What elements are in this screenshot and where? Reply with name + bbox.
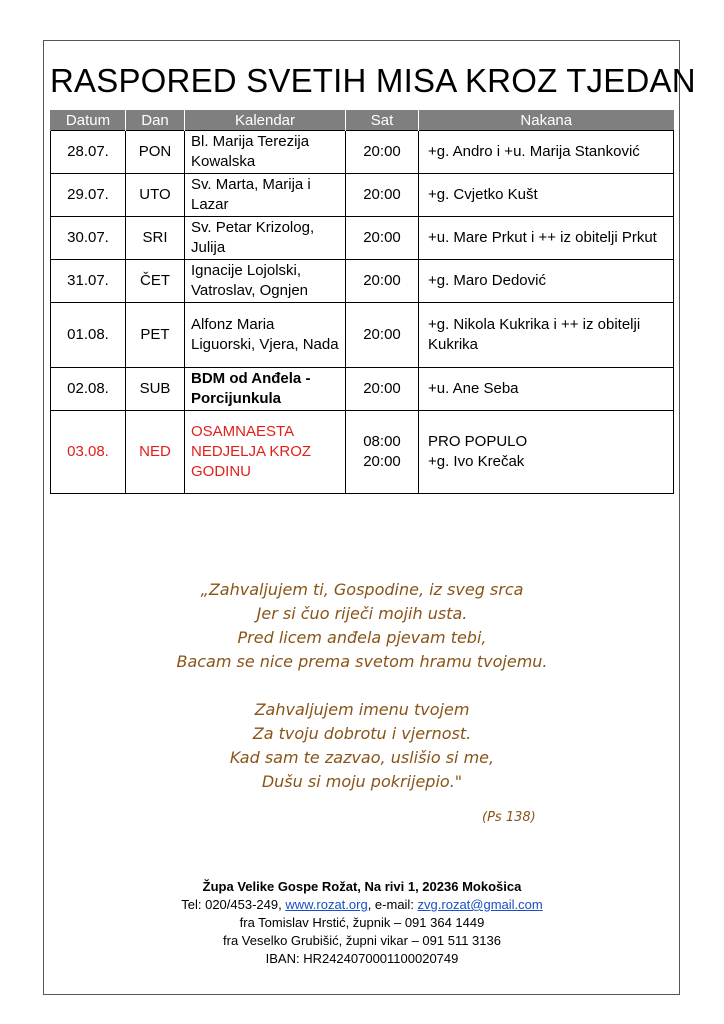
cell-dan: PET (126, 303, 185, 368)
header-sat: Sat (346, 110, 419, 131)
header-datum: Datum (51, 110, 126, 131)
mass-schedule-table (50, 110, 674, 494)
cell-nakana: +g. Maro Dedović (419, 260, 674, 303)
cell-datum: 29.07. (51, 174, 126, 217)
email-link[interactable]: zvg.rozat@gmail.com (417, 897, 543, 912)
quote-line: Pred licem anđela pjevam tebi, (237, 628, 487, 647)
cell-kalendar: Ignacije Lojolski, Vatroslav, Ognjen (185, 260, 346, 303)
cell-nakana (419, 411, 674, 494)
table-row (51, 131, 674, 174)
cell-datum: 01.08. (51, 303, 126, 368)
pastor-line: fra Tomislav Hrstić, župnik – 091 364 1449 (239, 915, 485, 930)
vicar-line: fra Veselko Grubišić, župni vikar – 091 511 3136 (223, 933, 501, 948)
table-row (51, 368, 674, 411)
cell-datum: 02.08. (51, 368, 126, 411)
psalm-quote (60, 578, 664, 794)
header-dan: Dan (126, 110, 185, 131)
cell-datum: 31.07. (51, 260, 126, 303)
cell-nakana: +g. Nikola Kukrika i ++ iz obitelji Kukrika (419, 303, 674, 368)
iban-line: IBAN: HR2424070001100020749 (265, 951, 459, 966)
cell-kalendar: Bl. Marija Terezija Kowalska (185, 131, 346, 174)
table-row-sunday (51, 411, 674, 494)
cell-nakana: +u. Mare Prkut i ++ iz obitelji Prkut (419, 217, 674, 260)
cell-kalendar: Sv. Petar Krizolog, Julija (185, 217, 346, 260)
contact-line (50, 896, 674, 914)
cell-nakana: +u. Ane Seba (419, 368, 674, 411)
email-label: , e-mail: (367, 897, 418, 912)
cell-sat: 20:00 (346, 174, 419, 217)
psalm-reference: (Ps 138) (482, 810, 536, 825)
quote-line: Kad sam te zazvao, uslišio si me, (229, 748, 495, 767)
intention-line: PRO POPULO (428, 433, 528, 450)
cell-nakana: +g. Cvjetko Kušt (419, 174, 674, 217)
parish-address: Župa Velike Gospe Rožat, Na rivi 1, 20236 Mokošica (202, 879, 522, 894)
quote-line: Jer si čuo riječi mojih usta. (256, 604, 468, 623)
cell-kalendar: BDM od Anđela - Porcijunkula (185, 368, 346, 411)
cell-sat: 20:00 (346, 217, 419, 260)
quote-line: Zahvaljujem imenu tvojem (254, 700, 470, 719)
cell-sat: 20:00 (346, 260, 419, 303)
cell-kalendar: OSAMNAESTA NEDJELJA KROZ GODINU (185, 411, 346, 494)
cell-datum: 03.08. (51, 411, 126, 494)
parish-footer (50, 878, 674, 968)
intention-line: +g. Ivo Krečak (428, 453, 525, 470)
website-link[interactable]: www.rozat.org (285, 897, 368, 912)
cell-sat: 20:00 (346, 303, 419, 368)
cell-kalendar: Alfonz Maria Liguorski, Vjera, Nada (185, 303, 346, 368)
table-row (51, 174, 674, 217)
quote-line: „Zahvaljujem ti, Gospodine, iz sveg srca (200, 580, 524, 599)
cell-sat (346, 411, 419, 494)
cell-dan: SRI (126, 217, 185, 260)
cell-dan: SUB (126, 368, 185, 411)
header-nakana: Nakana (419, 110, 674, 131)
mass-time: 20:00 (363, 453, 401, 470)
cell-dan: NED (126, 411, 185, 494)
cell-dan: UTO (126, 174, 185, 217)
header-kalendar: Kalendar (185, 110, 346, 131)
phone-text: Tel: 020/453-249, (181, 897, 286, 912)
cell-sat: 20:00 (346, 368, 419, 411)
table-header-row (51, 110, 674, 131)
cell-kalendar: Sv. Marta, Marija i Lazar (185, 174, 346, 217)
cell-nakana: +g. Andro i +u. Marija Stanković (419, 131, 674, 174)
cell-datum: 30.07. (51, 217, 126, 260)
quote-line: Bacam se nice prema svetom hramu tvojemu. (176, 652, 548, 671)
cell-datum: 28.07. (51, 131, 126, 174)
quote-line: Dušu si moju pokrijepio." (261, 772, 463, 791)
stanza-gap (60, 674, 664, 698)
cell-dan: PON (126, 131, 185, 174)
cell-sat: 20:00 (346, 131, 419, 174)
table-row (51, 260, 674, 303)
table-row (51, 217, 674, 260)
quote-line: Za tvoju dobrotu i vjernost. (252, 724, 472, 743)
table-row (51, 303, 674, 368)
page-title: RASPORED SVETIH MISA KROZ TJEDAN (50, 62, 696, 99)
cell-dan: ČET (126, 260, 185, 303)
mass-time: 08:00 (363, 433, 401, 450)
